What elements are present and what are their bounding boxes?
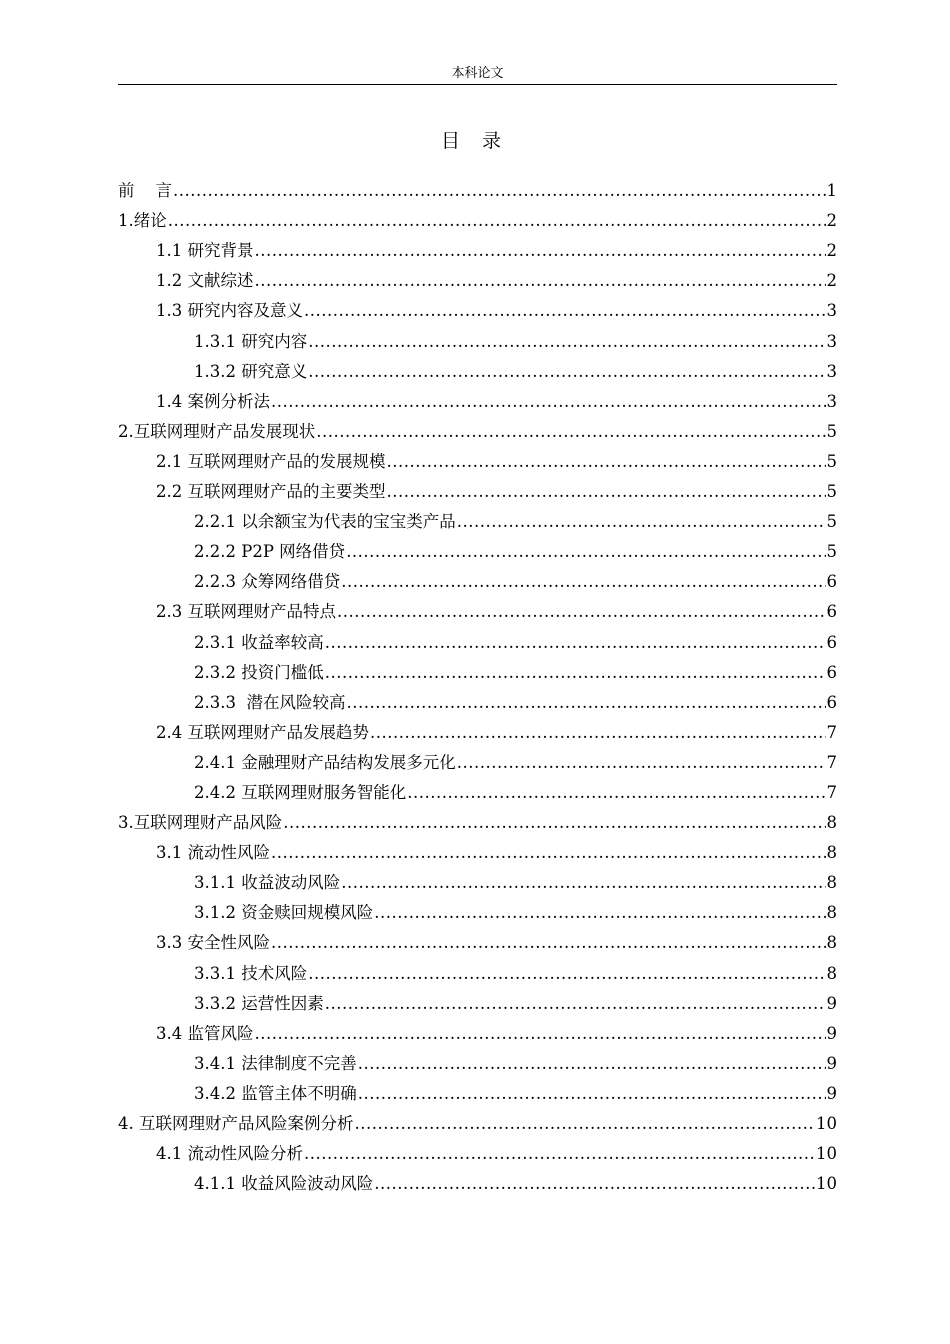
toc-entry[interactable]	[118, 533, 837, 563]
toc-dot-leader	[316, 421, 825, 443]
toc-entry-label: 2.2.3 众筹网络借贷	[194, 572, 341, 592]
toc-entry-label: 3.3.2 运营性因素	[194, 993, 324, 1013]
toc-entry-page: 5	[826, 451, 837, 471]
toc-entry-label: 3.4.1 法律制度不完善	[194, 1053, 357, 1073]
toc-dot-leader	[374, 902, 825, 924]
toc-entry-label: 1.3.1 研究内容	[194, 331, 308, 351]
toc-dot-leader	[271, 842, 826, 864]
toc-entry[interactable]	[118, 894, 837, 924]
toc-entry-label: 2.4.2 互联网理财服务智能化	[194, 782, 407, 802]
toc-dot-leader	[283, 812, 825, 834]
toc-dot-leader	[457, 752, 826, 774]
toc-entry-label: 1.3 研究内容及意义	[156, 301, 303, 321]
toc-entry-page: 10	[816, 1144, 837, 1164]
toc-entry[interactable]	[118, 443, 837, 473]
toc-entry[interactable]	[118, 1165, 837, 1195]
toc-entry-label: 2.3.1 收益率较高	[194, 632, 324, 652]
toc-entry-page: 9	[826, 1083, 837, 1103]
toc-entry[interactable]	[118, 864, 837, 894]
toc-entry[interactable]	[118, 202, 837, 232]
toc-dot-leader	[346, 692, 825, 714]
toc-entry-label: 3.1.1 收益波动风险	[194, 873, 341, 893]
toc-entry-page: 7	[826, 782, 837, 802]
toc-entry[interactable]	[118, 924, 837, 954]
toc-entry-page: 8	[826, 873, 837, 893]
toc-entry-page: 10	[816, 1174, 837, 1194]
toc-entry[interactable]	[118, 744, 837, 774]
page-header	[118, 66, 837, 85]
toc-dot-leader	[173, 180, 826, 202]
toc-entry-label: 1.3.2 研究意义	[194, 361, 308, 381]
toc-entry-label: 3.4 监管风险	[156, 1023, 254, 1043]
toc-entry-label: 3.1 流动性风险	[156, 843, 270, 863]
toc-entry-label: 1.2 文献综述	[156, 271, 254, 291]
toc-dot-leader	[387, 451, 826, 473]
toc-entry-page: 7	[826, 752, 837, 772]
toc-entry[interactable]	[118, 714, 837, 744]
toc-entry-label: 2.3 互联网理财产品特点	[156, 602, 336, 622]
toc-entry[interactable]	[118, 774, 837, 804]
toc-entry[interactable]	[118, 985, 837, 1015]
toc-entry[interactable]	[118, 413, 837, 443]
toc-entry-label: 3.1.2 资金赎回规模风险	[194, 903, 374, 923]
toc-dot-leader	[358, 1053, 826, 1075]
toc-title: 目 录	[440, 130, 510, 152]
toc-dot-leader	[346, 541, 825, 563]
toc-entry[interactable]	[118, 473, 837, 503]
toc-dot-leader	[308, 361, 825, 383]
toc-entry-label: 4. 互联网理财产品风险案例分析	[118, 1114, 354, 1133]
toc-dot-leader	[325, 662, 826, 684]
toc-entry[interactable]	[118, 834, 837, 864]
toc-entry[interactable]	[118, 503, 837, 533]
header-text: 本科论文	[451, 66, 504, 81]
toc-entry[interactable]	[118, 954, 837, 984]
toc-entry[interactable]	[118, 1015, 837, 1045]
toc-entry-label: 3.互联网理财产品风险	[118, 813, 283, 833]
toc-entry-label: 2.2.1 以余额宝为代表的宝宝类产品	[194, 512, 456, 532]
toc-entry-page: 3	[826, 361, 837, 381]
table-of-contents	[118, 172, 837, 1195]
toc-entry[interactable]	[118, 232, 837, 262]
toc-entry-page: 8	[826, 903, 837, 923]
toc-entry[interactable]	[118, 383, 837, 413]
toc-entry[interactable]	[118, 172, 837, 202]
toc-entry-page: 2	[826, 241, 837, 261]
toc-entry[interactable]	[118, 292, 837, 322]
toc-entry-page: 6	[826, 602, 837, 622]
toc-dot-leader	[341, 571, 825, 593]
toc-entry-label: 2.3.3 潜在风险较高	[194, 692, 346, 712]
toc-entry-page: 6	[826, 572, 837, 592]
toc-dot-leader	[355, 1113, 816, 1135]
toc-entry-label: 2.3.2 投资门槛低	[194, 662, 324, 682]
toc-dot-leader	[255, 240, 826, 262]
toc-dot-leader	[325, 993, 826, 1015]
toc-dot-leader	[325, 632, 826, 654]
toc-entry-page: 8	[826, 843, 837, 863]
toc-entry-label: 2.2.2 P2P 网络借贷	[194, 542, 346, 562]
toc-entry-label: 1.4 案例分析法	[156, 391, 270, 411]
toc-dot-leader	[255, 1023, 826, 1045]
toc-entry[interactable]	[118, 654, 837, 684]
toc-dot-leader	[370, 722, 826, 744]
toc-dot-leader	[308, 963, 825, 985]
toc-entry-label: 2.4 互联网理财产品发展趋势	[156, 722, 369, 742]
toc-entry[interactable]	[118, 593, 837, 623]
toc-entry[interactable]	[118, 353, 837, 383]
toc-entry-label: 1.绪论	[118, 211, 167, 231]
toc-dot-leader	[271, 932, 826, 954]
toc-dot-leader	[337, 601, 826, 623]
toc-entry[interactable]	[118, 1075, 837, 1105]
toc-entry-page: 8	[826, 963, 837, 983]
toc-entry-label: 4.1 流动性风险分析	[156, 1144, 303, 1164]
toc-entry-label: 2.1 互联网理财产品的发展规模	[156, 451, 386, 471]
toc-entry-page: 9	[826, 993, 837, 1013]
toc-entry-page: 6	[826, 632, 837, 652]
toc-dot-leader	[255, 270, 826, 292]
toc-dot-leader	[374, 1173, 815, 1195]
toc-entry-page: 5	[826, 482, 837, 502]
toc-entry-page: 3	[826, 391, 837, 411]
toc-dot-leader	[168, 210, 826, 232]
toc-entry-page: 5	[826, 512, 837, 532]
toc-dot-leader	[407, 782, 825, 804]
toc-entry-label: 3.3 安全性风险	[156, 933, 270, 953]
toc-entry-page: 1	[826, 181, 837, 201]
toc-dot-leader	[308, 331, 825, 353]
toc-entry[interactable]	[118, 322, 837, 352]
toc-entry-page: 2	[826, 211, 837, 231]
toc-entry[interactable]	[118, 262, 837, 292]
toc-dot-leader	[341, 872, 825, 894]
toc-dot-leader	[304, 1143, 815, 1165]
toc-entry-page: 9	[826, 1023, 837, 1043]
toc-entry-label: 3.3.1 技术风险	[194, 963, 308, 983]
toc-dot-leader	[457, 511, 826, 533]
toc-entry-page: 3	[826, 331, 837, 351]
toc-entry-page: 5	[826, 421, 837, 441]
toc-entry-page: 2	[826, 271, 837, 291]
toc-dot-leader	[387, 481, 826, 503]
toc-entry-page: 6	[826, 662, 837, 682]
toc-entry-page: 9	[826, 1053, 837, 1073]
toc-entry-page: 8	[826, 813, 837, 833]
toc-entry-label: 2.2 互联网理财产品的主要类型	[156, 482, 386, 502]
toc-entry[interactable]	[118, 623, 837, 653]
toc-entry-label: 2.互联网理财产品发展现状	[118, 421, 316, 441]
toc-entry-page: 5	[826, 542, 837, 562]
toc-entry[interactable]	[118, 804, 837, 834]
toc-dot-leader	[358, 1083, 826, 1105]
toc-entry-label: 前 言	[118, 181, 172, 201]
toc-dot-leader	[271, 391, 826, 413]
toc-entry[interactable]	[118, 1105, 837, 1135]
toc-entry[interactable]	[118, 563, 837, 593]
toc-entry-label: 2.4.1 金融理财产品结构发展多元化	[194, 752, 456, 772]
toc-entry-page: 3	[826, 301, 837, 321]
toc-entry-page: 8	[826, 933, 837, 953]
toc-entry-page: 6	[826, 692, 837, 712]
toc-entry[interactable]	[118, 684, 837, 714]
toc-dot-leader	[304, 300, 826, 322]
toc-entry-label: 3.4.2 监管主体不明确	[194, 1083, 357, 1103]
toc-entry-page: 10	[816, 1114, 837, 1133]
toc-entry-page: 7	[826, 722, 837, 742]
toc-entry-label: 4.1.1 收益风险波动风险	[194, 1174, 374, 1194]
toc-entry[interactable]	[118, 1135, 837, 1165]
toc-entry[interactable]	[118, 1045, 837, 1075]
toc-entry-label: 1.1 研究背景	[156, 241, 254, 261]
